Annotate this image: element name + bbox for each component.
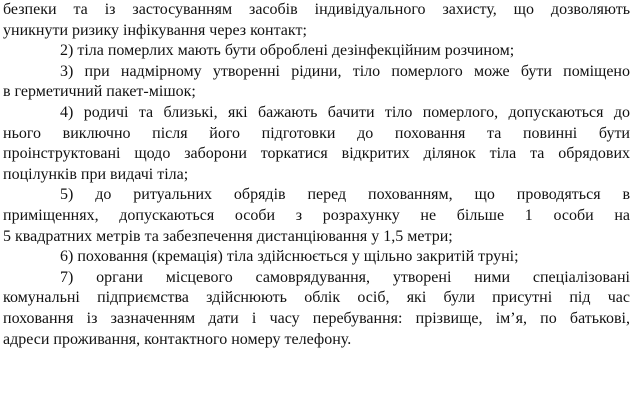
text-line: проінструктовані щодо заборони торкатися відкритих ділянок тіла та обрядових [3,145,630,163]
text-line: адреси проживання, контактного номеру телефону. [3,330,352,348]
text-line: комунальні підприємства здійснюють облік осіб, які були присутні під час [3,289,630,307]
text-line: в герметичний пакет-мішок; [3,83,196,101]
text-line: поховання із зазначенням дати і часу перебування: прізвище, ім’я, по батькові, [3,309,630,327]
text-line: 7) органи місцевого самоврядування, утворені ними спеціалізовані [60,268,630,286]
paragraph-continuation [3,0,630,41]
text-line: 5 квадратних метрів та забезпечення дистанціювання у 1,5 метри; [3,227,453,245]
text-line: 2) тіла померлих мають бути оброблені дезінфекційним розчином; [60,42,515,60]
text-line: поцілунків при видачі тіла; [3,165,189,183]
paragraph-item-2 [3,41,630,62]
text-line: нього виключно після його підготовки до поховання та повинні бути [3,124,630,142]
text-line: 3) при надмірному утворенні рідини, тіло померлого може бути поміщено [60,62,630,80]
text-line: приміщеннях, допускаються особи з розрахунку не більше 1 особи на [3,206,630,224]
text-line: 5) до ритуальних обрядів перед похованням, що проводяться в [60,186,630,204]
text-line: 6) поховання (кремація) тіла здійснюється у щільно закритій труні; [60,248,519,266]
text-line: уникнути ризику інфікування через контакт; [3,21,307,39]
paragraph-item-6 [3,247,630,268]
text-line: безпеки та із застосуванням засобів індивідуального захисту, що дозволяють [3,1,630,18]
paragraph-item-5 [3,185,630,247]
paragraph-item-3 [3,62,630,103]
paragraph-item-7 [3,268,630,350]
paragraph-item-4 [3,103,630,185]
text-line: 4) родичі та близькі, які бажають бачити тіло померлого, допускаються до [60,103,630,121]
